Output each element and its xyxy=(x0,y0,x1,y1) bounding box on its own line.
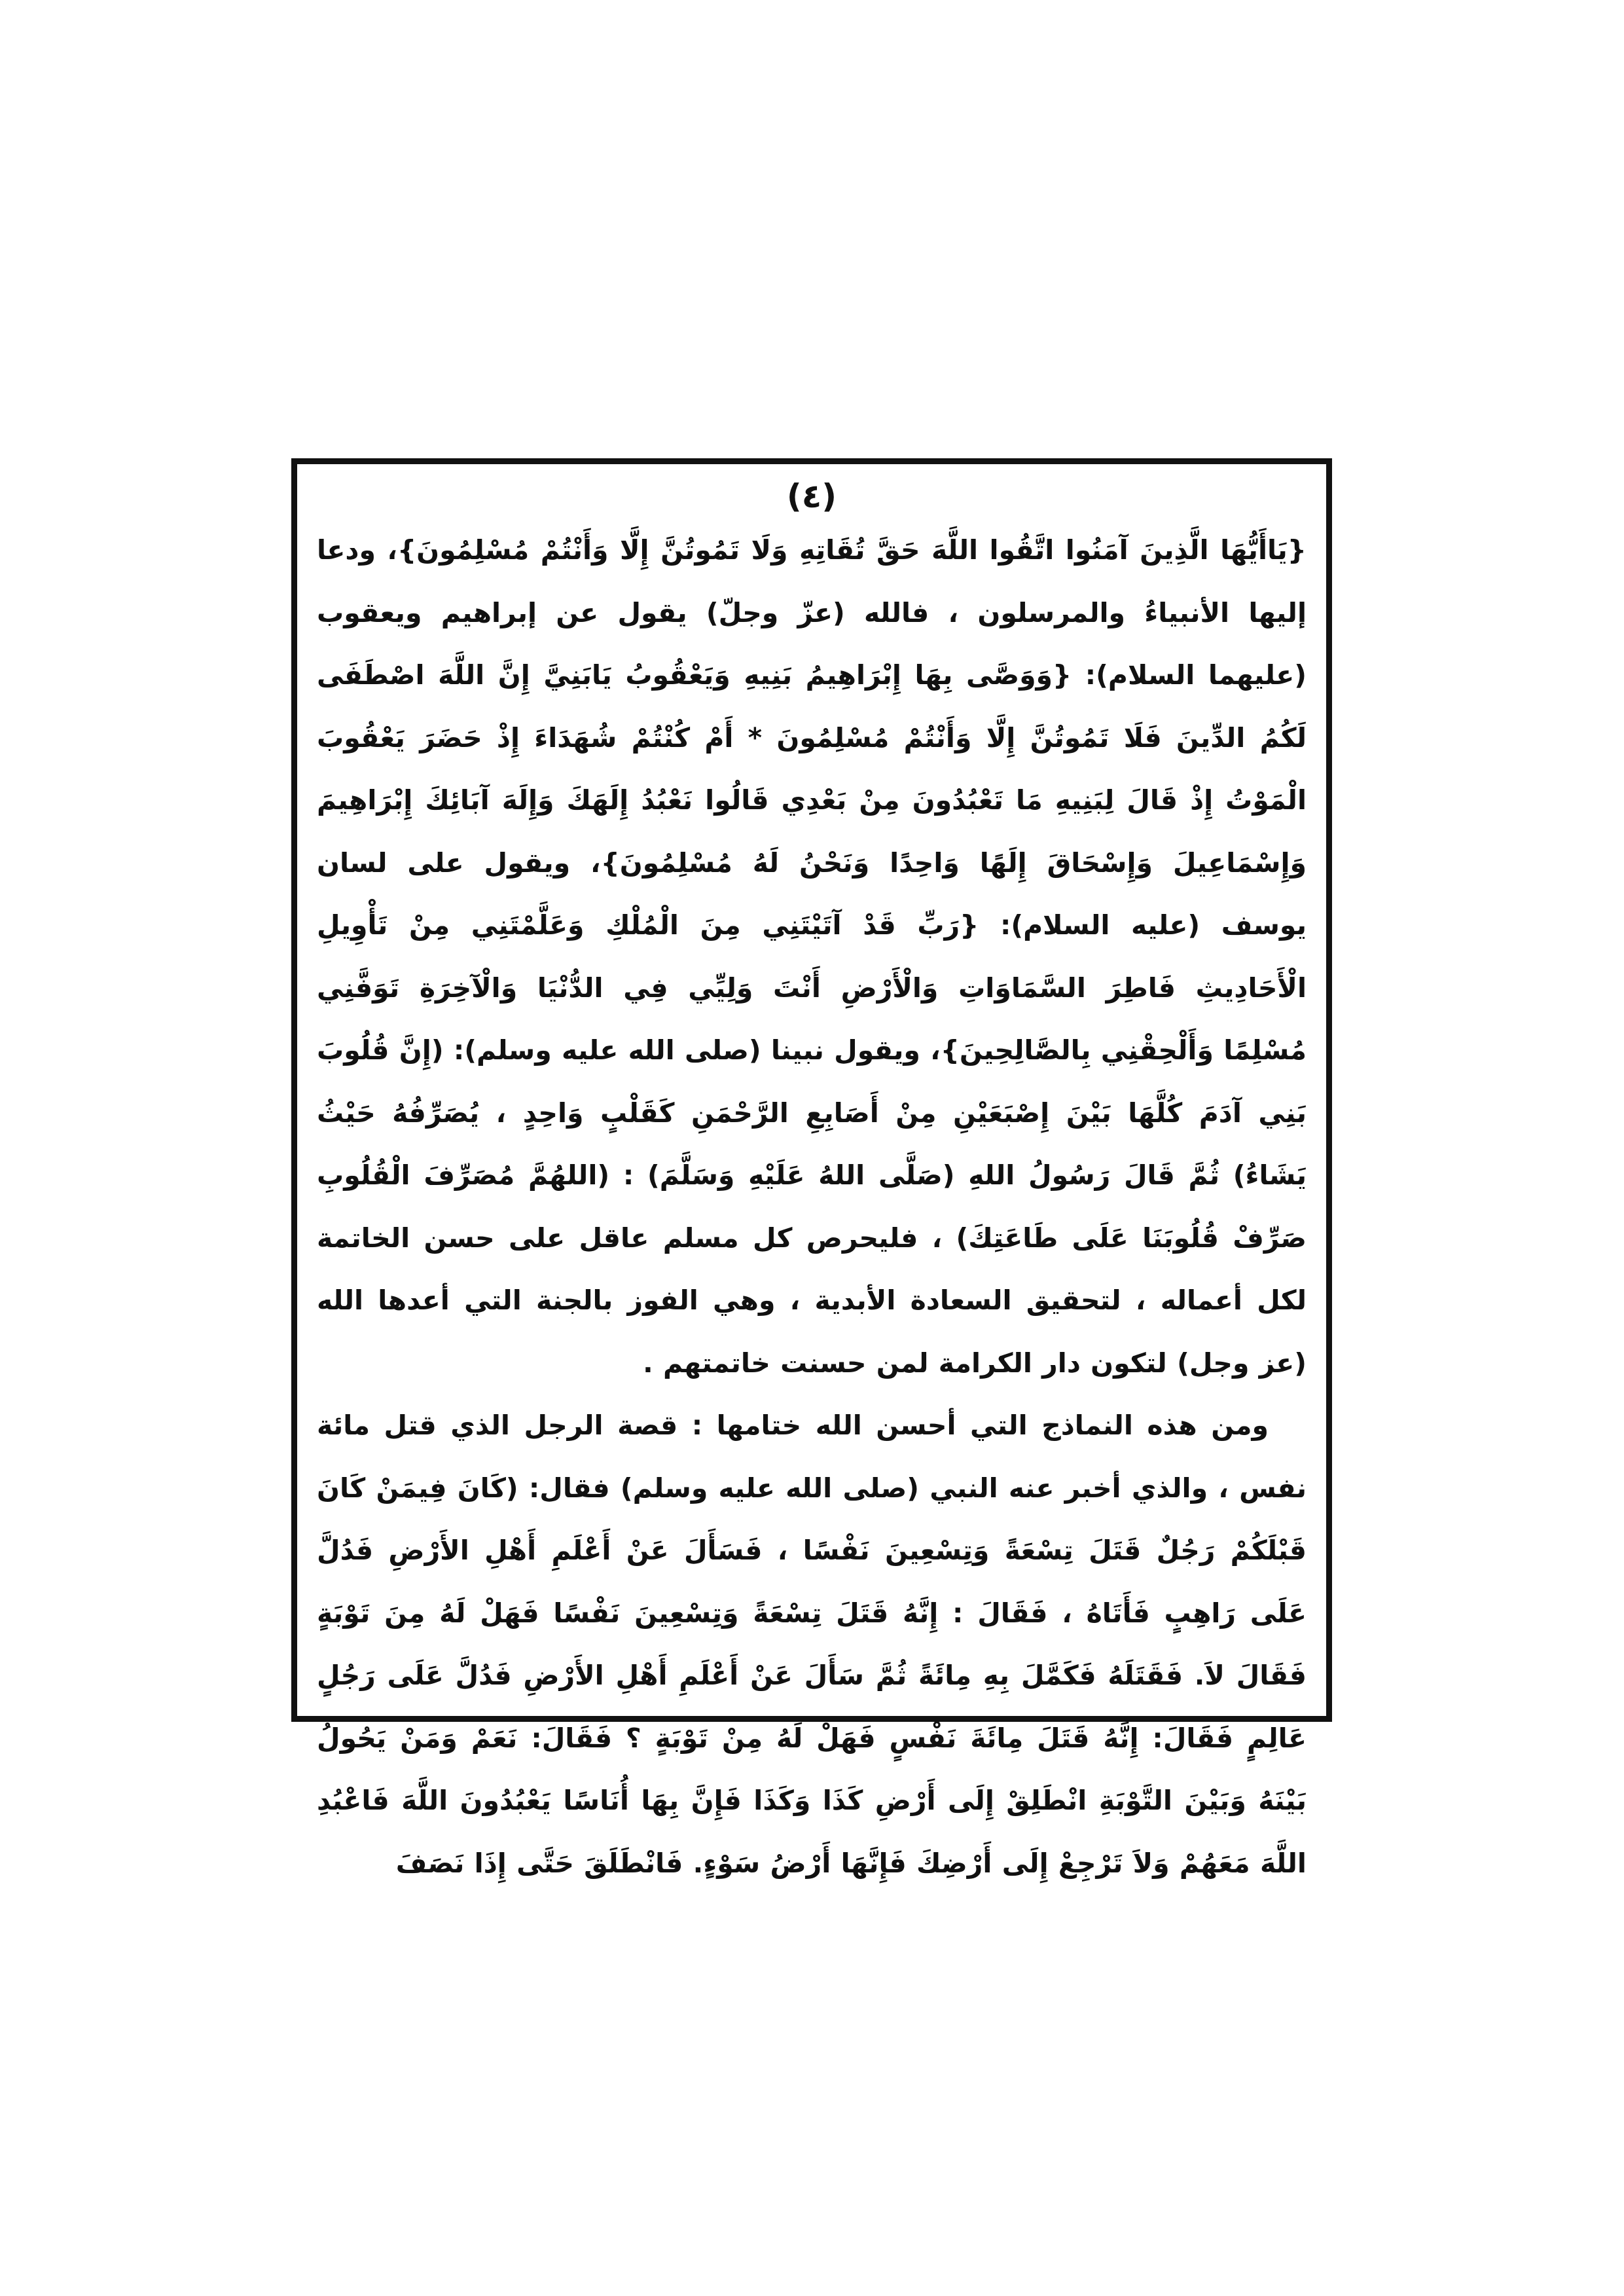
paragraph-1: {يَاأَيُّهَا الَّذِينَ آمَنُوا اتَّقُوا اللَّهَ حَقَّ تُقَاتِهِ وَلَا تَمُوتُنَّ إِلَّا وَأَنْتُمْ مُسْلِمُونَ}، ودعا إليها الأنبياءُ والمرسلون ، فالله (عزّ وجلّ) يقول عن إبراهيم ويعقوب (عليهما السلام): {وَوَصَّى بِهَا إِبْرَاهِيمُ بَنِيهِ وَيَعْقُوبُ يَابَنِيَّ إِنَّ اللَّهَ اصْطَفَى لَكُمُ الدِّينَ فَلَا تَمُوتُنَّ إِلَّا وَأَنْتُمْ مُسْلِمُونَ * أَمْ كُنْتُمْ شُهَدَاءَ إِذْ حَضَرَ يَعْقُوبَ الْمَوْتُ إِذْ قَالَ لِبَنِيهِ مَا تَعْبُدُونَ مِنْ بَعْدِي قَالُوا نَعْبُدُ إِلَهَكَ وَإِلَهَ آبَائِكَ إِبْرَاهِيمَ وَإِسْمَاعِيلَ وَإِسْحَاقَ إِلَهًا وَاحِدًا وَنَحْنُ لَهُ مُسْلِمُونَ}، ويقول على لسان يوسف (عليه السلام): {رَبِّ قَدْ آتَيْتَنِي مِنَ الْمُلْكِ وَعَلَّمْتَنِي مِنْ تَأْوِيلِ الْأَحَادِيثِ فَاطِرَ السَّمَاوَاتِ وَالْأَرْضِ أَنْتَ وَلِيِّي فِي الدُّنْيَا وَالْآخِرَةِ تَوَفَّنِي مُسْلِمًا وَأَلْحِقْنِي بِالصَّالِحِينَ}، ويقول نبينا (صلى الله عليه وسلم): (إِنَّ قُلُوبَ بَنِي آدَمَ كُلَّهَا بَيْنَ إِصْبَعَيْنِ مِنْ أَصَابِعِ الرَّحْمَنِ كَقَلْبٍ وَاحِدٍ ، يُصَرِّفُهُ حَيْثُ يَشَاءُ) ثُمَّ قَالَ رَسُولُ اللهِ (صَلَّى اللهُ عَلَيْهِ وَسَلَّمَ) : (اللهُمَّ مُصَرِّفَ الْقُلُوبِ صَرِّفْ قُلُوبَنَا عَلَى طَاعَتِكَ) ، فليحرص كل مسلم عاقل على حسن الخاتمة لكل أعماله ، لتحقيق السعادة الأبدية ، وهي الفوز بالجنة التي أعدها الله (عز وجل) لتكون دار الكرامة لمن حسنت خاتمتهم . xyxy=(317,534,1307,1379)
page-number: (٤) xyxy=(786,477,837,515)
paragraph-2: ومن هذه النماذج التي أحسن الله ختامها : قصة الرجل الذي قتل مائة نفس ، والذي أخبر عنه النبي (صلى الله عليه وسلم) فقال: (كَانَ فِيمَنْ كَانَ قَبْلَكُمْ رَجُلٌ قَتَلَ تِسْعَةً وَتِسْعِينَ نَفْسًا ، فَسَأَلَ عَنْ أَعْلَمِ أَهْلِ الأَرْضِ فَدُلَّ عَلَى رَاهِبٍ فَأَتَاهُ ، فَقَالَ : إِنَّهُ قَتَلَ تِسْعَةً وَتِسْعِينَ نَفْسًا فَهَلْ لَهُ مِنَ تَوْبَةٍ فَقَالَ لاَ. فَقَتَلَهُ فَكَمَّلَ بِهِ مِائَةً ثُمَّ سَأَلَ عَنْ أَعْلَمِ أَهْلِ الأَرْضِ فَدُلَّ عَلَى رَجُلٍ عَالِمٍ فَقَالَ: إِنَّهُ قَتَلَ مِائَةَ نَفْسٍ فَهَلْ لَهُ مِنْ تَوْبَةٍ ؟ فَقَالَ: نَعَمْ وَمَنْ يَحُولُ بَيْنَهُ وَبَيْنَ التَّوْبَةِ انْطَلِقْ إِلَى أَرْضِ كَذَا وَكَذَا فَإِنَّ بِهَا أُنَاسًا يَعْبُدُونَ اللَّهَ فَاعْبُدِ اللَّهَ مَعَهُمْ وَلاَ تَرْجِعْ إِلَى أَرْضِكَ فَإِنَّهَا أَرْضُ سَوْءٍ. فَانْطَلَقَ حَتَّى إِذَا نَصَفَ xyxy=(317,1410,1307,1879)
page-frame xyxy=(291,458,1332,1879)
page-body xyxy=(317,519,1307,1895)
